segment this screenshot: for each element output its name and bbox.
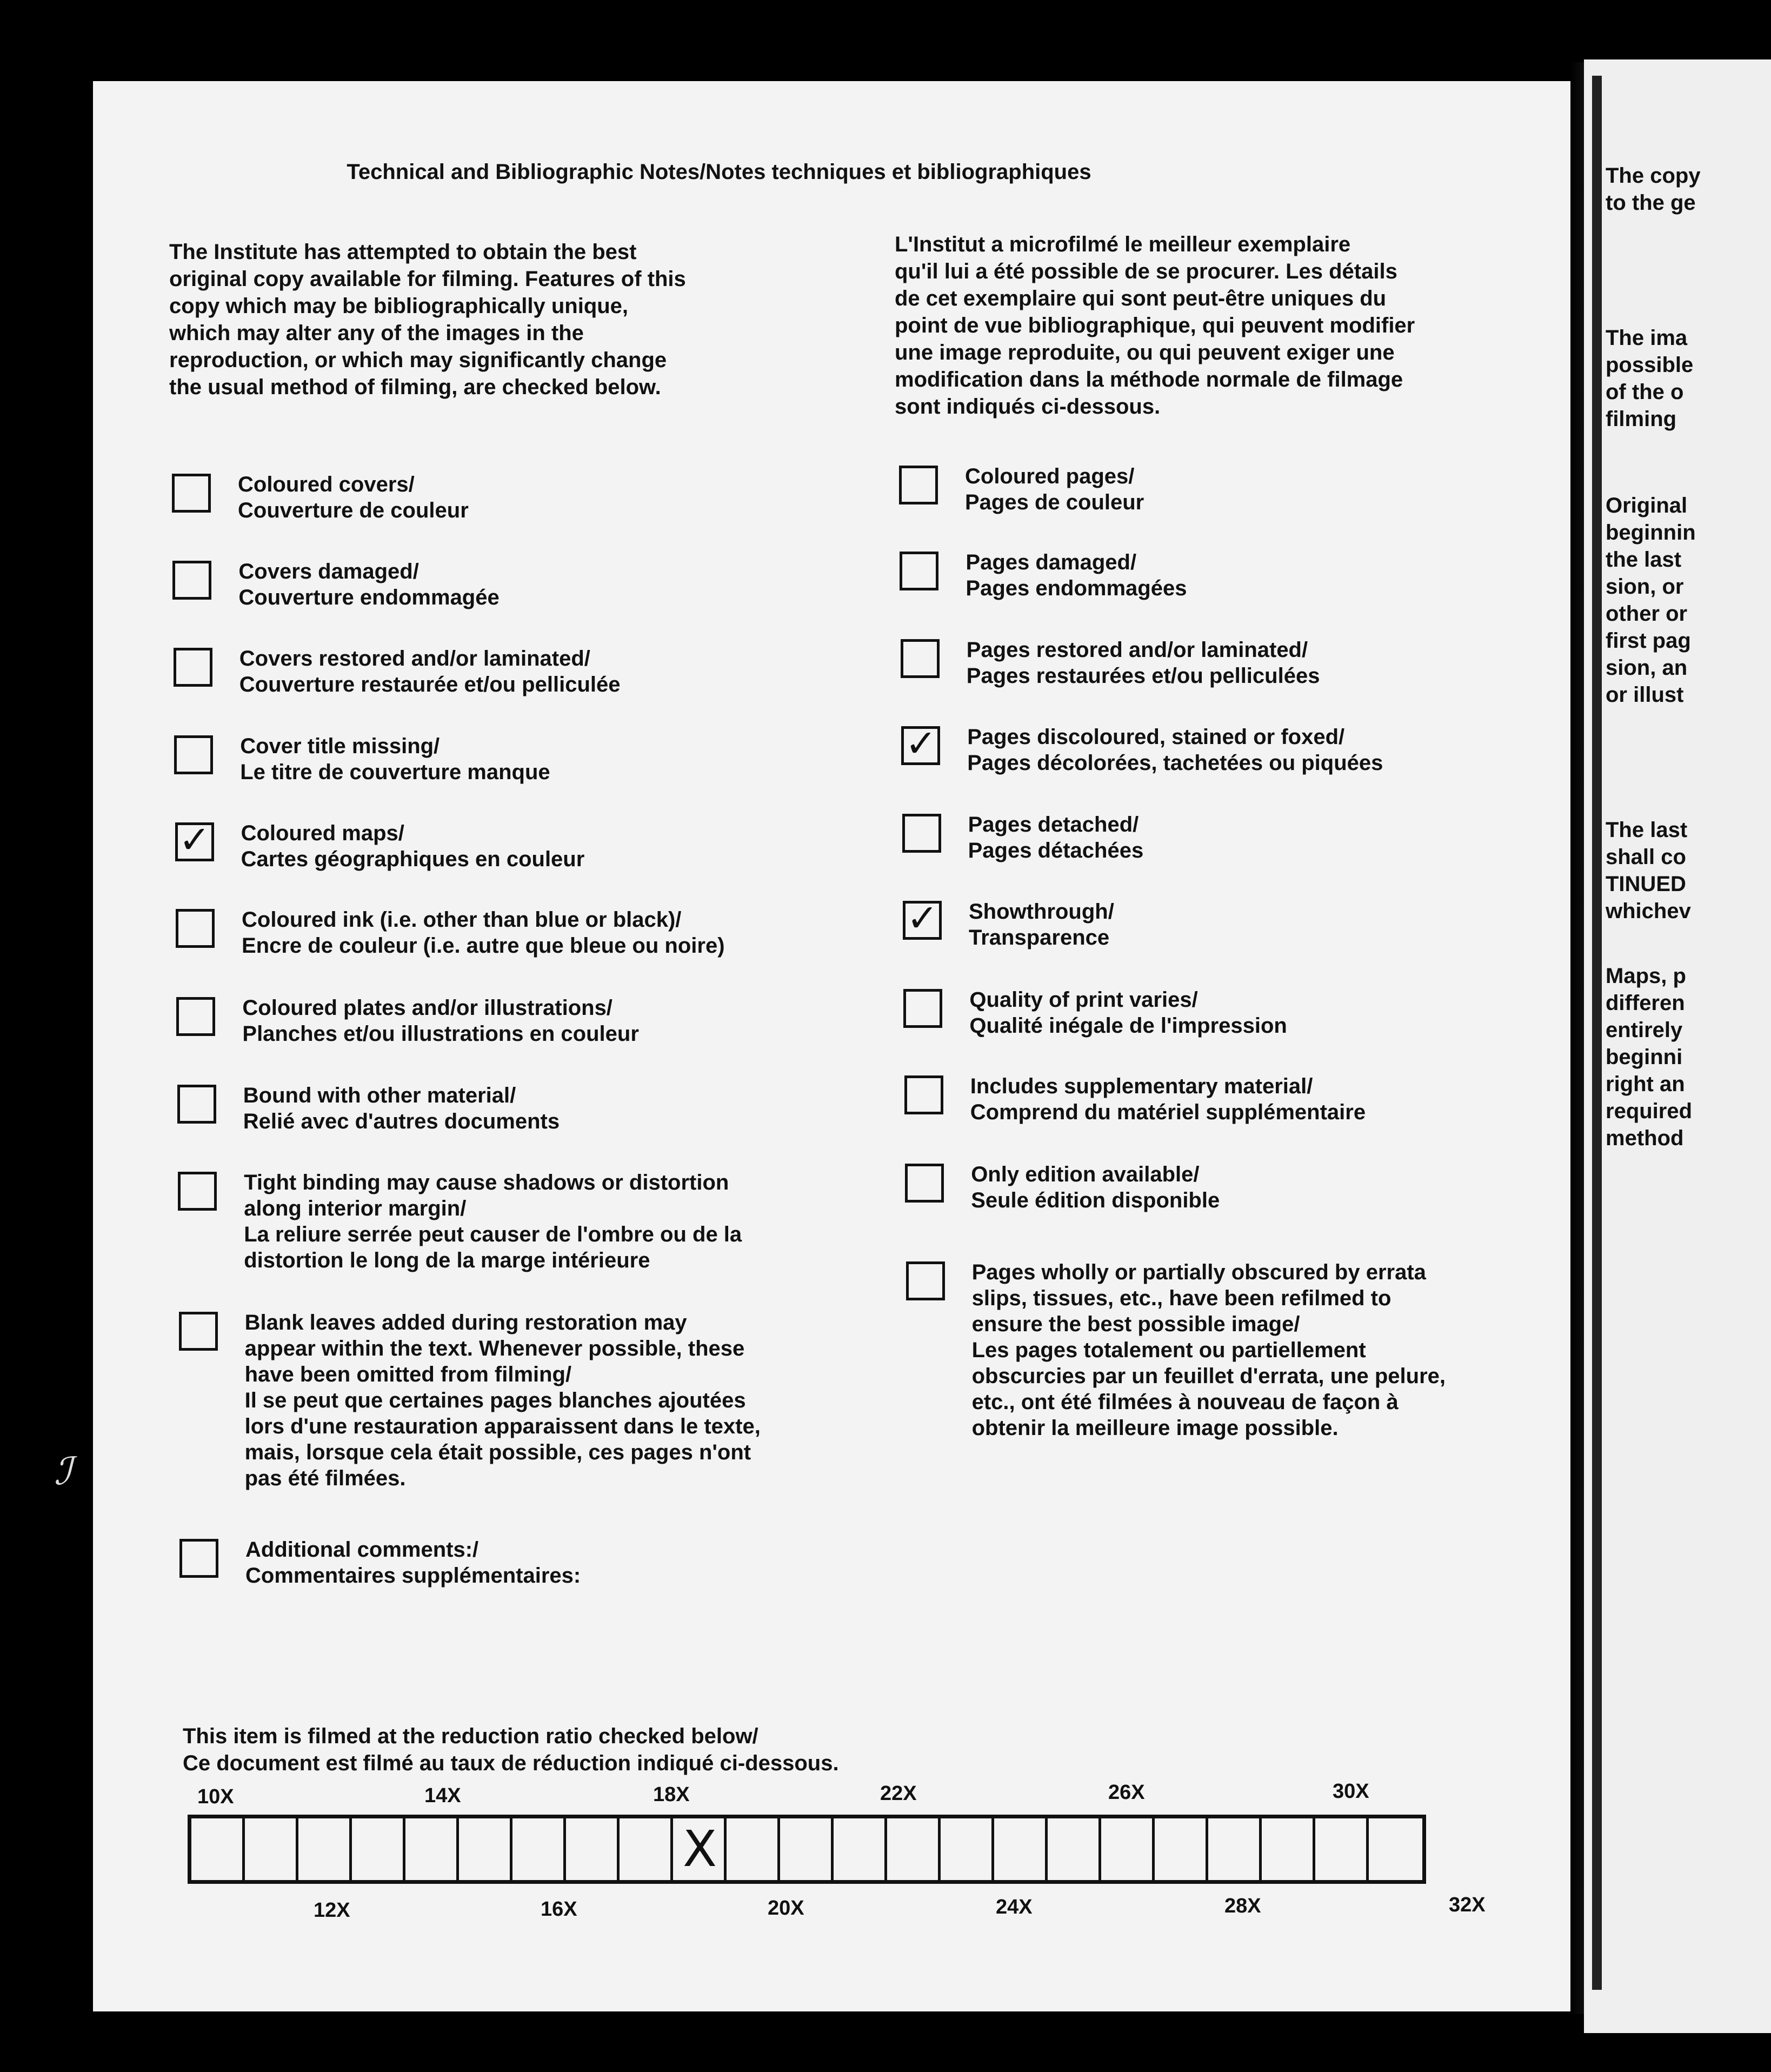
- checklist-item: [174, 648, 621, 698]
- checklist-item: [179, 1539, 581, 1589]
- checkbox[interactable]: [172, 474, 211, 513]
- checklist-item: [175, 818, 585, 872]
- ratio-cell[interactable]: [780, 1818, 834, 1880]
- checkmark-icon: ✓: [178, 818, 211, 862]
- checklist-item: [176, 997, 639, 1047]
- checkbox[interactable]: [904, 1075, 943, 1114]
- checkbox[interactable]: [903, 896, 942, 940]
- ratio-cell[interactable]: [673, 1818, 727, 1880]
- ratio-cell[interactable]: [994, 1818, 1048, 1880]
- checklist-item-label: Cover title missing/ Le titre de couverture manque: [240, 734, 550, 784]
- checkbox[interactable]: [179, 1539, 218, 1578]
- checkbox[interactable]: [901, 721, 940, 766]
- ratio-label-top: 22X: [880, 1782, 917, 1805]
- reduction-ratio-grid: [188, 1815, 1426, 1884]
- checklist-item-label: Coloured plates and/or illustrations/ Planches et/ou illustrations en couleur: [242, 996, 639, 1046]
- intro-french: L'Institut a microfilmé le meilleur exemplaire qu'il lui a été possible de se procurer. Les détails de cet exemplaire qui sont peut-être uniques du point de vue bibliographique, qui peuvent modifier une image reproduite, ou qui peuvent exiger une modification dans la méthode normale de filmage sont indiqués ci-dessous.: [895, 233, 1415, 419]
- checkbox[interactable]: [174, 648, 212, 687]
- checkbox[interactable]: [177, 1085, 216, 1124]
- checklist-item-label: Covers restored and/or laminated/ Couverture restaurée et/ou pelliculée: [239, 647, 621, 696]
- checkbox[interactable]: [175, 818, 214, 862]
- ratio-cell[interactable]: [834, 1818, 887, 1880]
- intro-english: The Institute has attempted to obtain the best original copy available for filming. Features of this copy which may be bibliographically unique, which may alter any of the images in the reproduction, or which may significantly change the usual method of filming, are checked below.: [169, 240, 686, 399]
- ratio-label-top: 26X: [1108, 1781, 1145, 1804]
- checkbox[interactable]: [906, 1261, 945, 1300]
- next-page-fragment: Original beginnin the last sion, or other or first pag sion, an or illust: [1606, 494, 1696, 707]
- checklist-item-label: Showthrough/ Transparence: [969, 900, 1114, 949]
- checkbox[interactable]: [901, 639, 940, 678]
- checklist-item: [903, 989, 1287, 1039]
- ratio-label-top: 14X: [424, 1784, 461, 1807]
- checkbox[interactable]: [902, 814, 941, 853]
- checklist-item: [901, 639, 1320, 689]
- ratio-cell[interactable]: [941, 1818, 994, 1880]
- ratio-cell[interactable]: [459, 1818, 512, 1880]
- checklist-item-label: Pages wholly or partially obscured by errata slips, tissues, etc., have been refilmed to ensure the best possible image/ Les pages totalement ou partiellement obscurcies par un feuillet d'errata, une pelure, etc., ont été filmées à nouveau de façon à obtenir la meilleure image possible.: [971, 1260, 1446, 1440]
- ratio-label-bottom: 32X: [1449, 1894, 1486, 1916]
- checklist-item-label: Coloured covers/ Couverture de couleur: [238, 473, 469, 522]
- ratio-label-top: 30X: [1333, 1780, 1369, 1803]
- checklist-item: [903, 896, 1114, 951]
- ratio-cell[interactable]: [1369, 1818, 1422, 1880]
- reduction-ratio-text: This item is filmed at the reduction ratio checked below/ Ce document est filmé au taux de réduction indiqué ci-dessous.: [183, 1724, 839, 1775]
- next-page-fragment: The ima possible of the o filming: [1606, 326, 1694, 431]
- checklist-item-label: Pages discoloured, stained or foxed/ Pages décolorées, tachetées ou piquées: [967, 725, 1383, 775]
- ratio-cell[interactable]: [512, 1818, 566, 1880]
- ratio-label-bottom: 24X: [996, 1896, 1033, 1918]
- ratio-cell[interactable]: [245, 1818, 298, 1880]
- next-page-edge: [1584, 59, 1771, 2033]
- checklist-item-label: Coloured pages/ Pages de couleur: [965, 464, 1144, 514]
- checklist-item: [172, 474, 469, 523]
- ratio-cell[interactable]: [1262, 1818, 1315, 1880]
- checkbox[interactable]: [176, 997, 215, 1036]
- checklist-item: [179, 1312, 761, 1491]
- next-page-fragment: The copy to the ge: [1606, 164, 1701, 215]
- checklist-item: [899, 466, 1144, 515]
- x-mark-icon: X: [683, 1820, 717, 1878]
- ratio-label-bottom: 16X: [541, 1898, 577, 1921]
- checklist-item: [901, 721, 1383, 776]
- ratio-cell[interactable]: [298, 1818, 352, 1880]
- checkbox[interactable]: [176, 909, 215, 948]
- ratio-label-top: 10X: [197, 1785, 234, 1808]
- checkbox[interactable]: [179, 1312, 218, 1351]
- checkbox[interactable]: [903, 989, 942, 1028]
- checkbox[interactable]: [174, 735, 213, 774]
- next-page-fragment: The last shall co TINUED whichev: [1606, 818, 1691, 923]
- checklist-item-label: Tight binding may cause shadows or distortion along interior margin/ La reliure serrée peut causer de l'ombre ou de la distortion le long de la marge intérieure: [244, 1171, 742, 1272]
- checklist-item-label: Pages damaged/ Pages endommagées: [966, 550, 1187, 600]
- checklist-item: [177, 1085, 560, 1134]
- checklist-item-label: Coloured ink (i.e. other than blue or black)/ Encre de couleur (i.e. autre que bleue ou noire): [242, 908, 725, 958]
- ratio-cell[interactable]: [566, 1818, 620, 1880]
- reduction-ratio-scale: [188, 1815, 1501, 1901]
- checklist-item: [178, 1172, 742, 1273]
- ratio-cell[interactable]: [191, 1818, 245, 1880]
- checklist-item: [904, 1075, 1366, 1125]
- checklist-item-label: Additional comments:/ Commentaires supplémentaires:: [245, 1538, 581, 1588]
- ratio-cell[interactable]: [727, 1818, 780, 1880]
- checklist-item-label: Only edition available/ Seule édition disponible: [971, 1163, 1220, 1212]
- checklist-item-label: Bound with other material/ Relié avec d'autres documents: [243, 1084, 560, 1133]
- checklist-item: [906, 1261, 1446, 1441]
- checkbox[interactable]: [172, 561, 211, 600]
- checklist-item-label: Blank leaves added during restoration may appear within the text. Whenever possible, these have been omitted from filming/ Il se peut que certaines pages blanches ajoutées lors d'une restauration apparaissent dans le texte, mais, lorsque cela était possible, ces pages n'ont pas été filmées.: [244, 1311, 761, 1490]
- ratio-cell[interactable]: [1048, 1818, 1101, 1880]
- checklist-item-label: Includes supplementary material/ Comprend du matériel supplémentaire: [970, 1074, 1366, 1124]
- ratio-cell[interactable]: [352, 1818, 405, 1880]
- ratio-cell[interactable]: [620, 1818, 673, 1880]
- checklist-item-label: Coloured maps/ Cartes géographiques en couleur: [241, 821, 585, 871]
- ratio-label-bottom: 28X: [1224, 1895, 1261, 1917]
- ratio-label-bottom: 20X: [768, 1897, 804, 1920]
- checklist-item: [902, 814, 1144, 864]
- checkbox[interactable]: [178, 1172, 217, 1211]
- checklist-item-label: Pages detached/ Pages détachées: [968, 813, 1144, 862]
- ratio-cell[interactable]: [1155, 1818, 1208, 1880]
- checklist-item: [172, 561, 499, 610]
- checklist-item-label: Pages restored and/or laminated/ Pages restaurées et/ou pelliculées: [966, 638, 1320, 688]
- checkbox[interactable]: [899, 466, 938, 504]
- ratio-cell[interactable]: [1208, 1818, 1262, 1880]
- ratio-label-bottom: 12X: [314, 1899, 350, 1922]
- checklist-item: [176, 909, 725, 959]
- checklist-item: [905, 1164, 1220, 1213]
- checklist-item: [900, 552, 1187, 601]
- ratio-cell[interactable]: [1101, 1818, 1155, 1880]
- ratio-cell[interactable]: [1315, 1818, 1369, 1880]
- checkbox[interactable]: [900, 552, 938, 590]
- checklist-item-label: Quality of print varies/ Qualité inégale de l'impression: [969, 988, 1287, 1038]
- checkmark-icon: ✓: [907, 896, 938, 940]
- checklist-item-label: Covers damaged/ Couverture endommagée: [238, 560, 500, 609]
- ratio-cell[interactable]: [405, 1818, 459, 1880]
- next-page-fragment: Maps, p differen entirely beginni right an required method: [1606, 964, 1693, 1150]
- ratio-cell[interactable]: [887, 1818, 941, 1880]
- checkbox[interactable]: [905, 1164, 944, 1203]
- checkmark-icon: ✓: [905, 721, 937, 766]
- stray-mark: ℐ: [54, 1449, 72, 1493]
- checklist-item: [174, 735, 550, 785]
- ratio-label-top: 18X: [653, 1783, 690, 1806]
- page-fold: [1592, 76, 1602, 1990]
- page-title: Technical and Bibliographic Notes/Notes techniques et bibliographiques: [347, 160, 1091, 184]
